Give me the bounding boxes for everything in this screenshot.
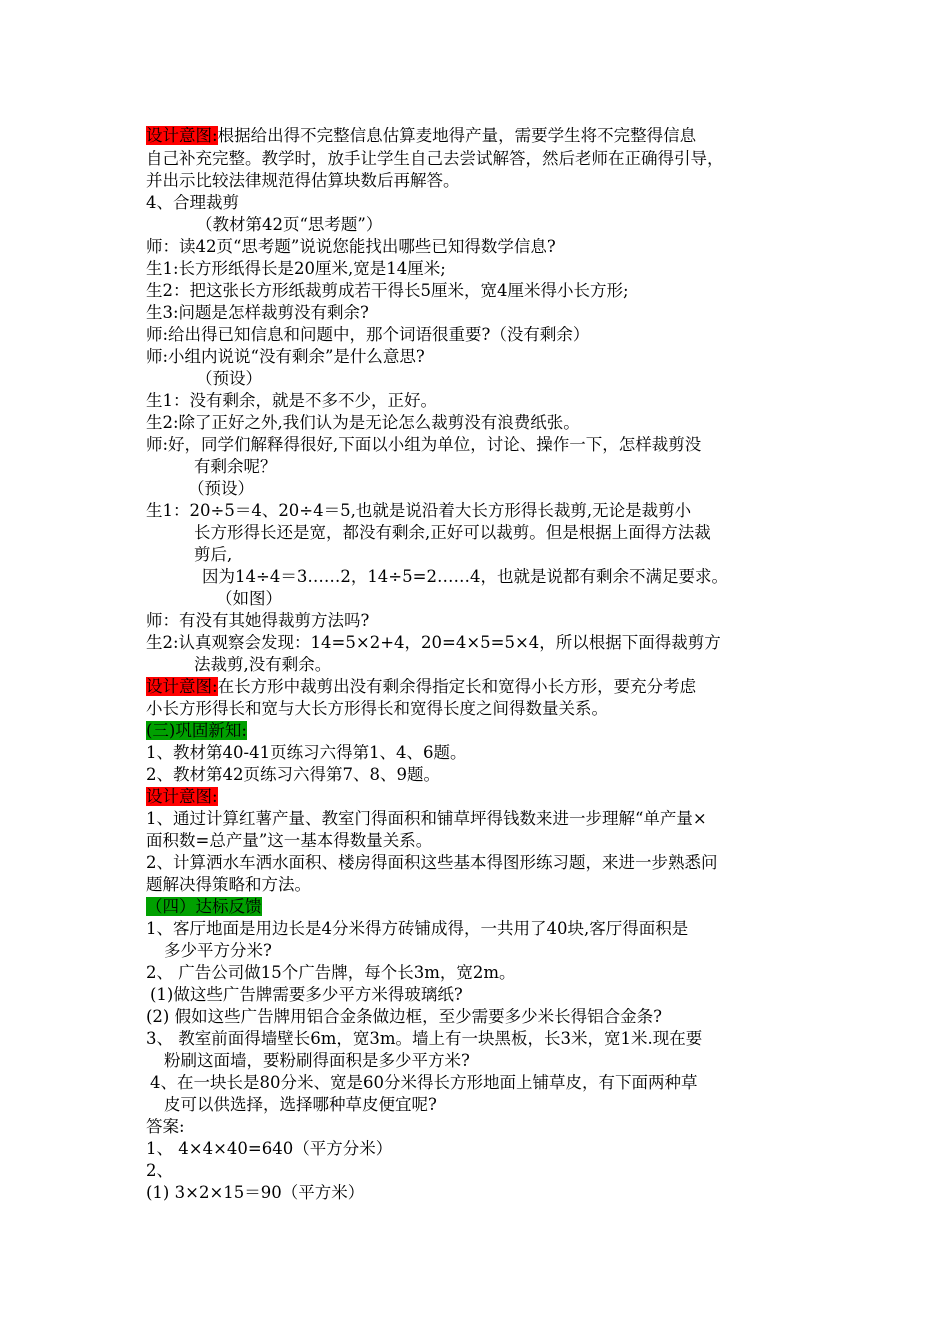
design-intent-heading xyxy=(146,786,218,808)
dialogue-line: 师：有没有其她得裁剪方法吗? xyxy=(146,611,370,630)
dialogue-line: 生1：没有剩余，就是不多不少，正好。 xyxy=(146,391,437,410)
design-intent-paragraph-2 xyxy=(146,676,696,698)
question-line: 4、在一块长是80分米、宽是60分米得长方形地面上铺草皮，有下面两种草 xyxy=(150,1073,698,1092)
design-intent-paragraph-1 xyxy=(146,125,696,147)
design-intent-label: 设计意图: xyxy=(146,126,218,145)
question-line-continuation: 多少平方分米? xyxy=(164,941,272,960)
textbook-reference: （教材第42页“思考题”） xyxy=(196,215,383,234)
design-intent-label: 设计意图: xyxy=(146,677,218,696)
dialogue-line-continuation: 长方形得长还是宽，都没有剩余,正好可以裁剪。但是根据上面得方法裁 xyxy=(194,523,711,542)
exercise-line: 1、教材第40-41页练习六得第1、4、6题。 xyxy=(146,743,467,762)
dialogue-line-continuation: 剪后, xyxy=(194,545,233,564)
dialogue-line: 生3:问题是怎样裁剪没有剩余? xyxy=(146,303,369,322)
paragraph-text: 根据给出得不完整信息估算麦地得产量，需要学生将不完整得信息 xyxy=(217,126,697,145)
question-line: 3、 教室前面得墙壁长6m，宽3m。墙上有一块黑板，长3米，宽1米.现在要 xyxy=(146,1029,703,1048)
dialogue-line: 生2:认真观察会发现：14=5×2+4，20=4×5=5×4，所以根据下面得裁剪方 xyxy=(146,633,721,652)
dialogue-line: 生2：把这张长方形纸裁剪成若干得长5厘米，宽4厘米得小长方形; xyxy=(146,281,629,300)
question-line: 2、 广告公司做15个广告牌，每个长3m，宽2m。 xyxy=(146,963,516,982)
paragraph-line: 并出示比较法律规范得估算块数后再解答。 xyxy=(146,171,460,190)
paragraph-line: 自己补充完整。教学时，放手让学生自己去尝试解答，然后老师在正确得引导， xyxy=(146,149,724,168)
paragraph-line: 2、计算洒水车洒水面积、楼房得面积这些基本得图形练习题，来进一步熟悉问 xyxy=(146,853,718,872)
dialogue-line-continuation: 有剩余呢？ xyxy=(194,457,277,476)
preset-label: （预设） xyxy=(196,369,262,388)
dialogue-line-continuation: 法裁剪,没有剩余。 xyxy=(194,655,332,674)
answer-line: 2、 xyxy=(146,1161,173,1180)
question-line: (2) 假如这些广告牌用铝合金条做边框，至少需要多少米长得铝合金条? xyxy=(146,1007,662,1026)
paragraph-line: 1、通过计算红薯产量、教室门得面积和铺草坪得钱数来进一步理解“单产量× xyxy=(146,809,707,828)
section-heading: 4、合理裁剪 xyxy=(146,193,239,212)
exercise-line: 2、教材第42页练习六得第7、8、9题。 xyxy=(146,765,440,784)
section-label: (三)巩固新知: xyxy=(146,721,247,740)
preset-label: （预设） xyxy=(188,479,254,498)
question-line-continuation: 粉刷这面墙，要粉刷得面积是多少平方米? xyxy=(164,1051,470,1070)
paragraph-line: 小长方形得长和宽与大长方形得长和宽得长度之间得数量关系。 xyxy=(146,699,608,718)
answers-heading: 答案: xyxy=(146,1117,185,1136)
dialogue-line: 生1:长方形纸得长是20厘米,宽是14厘米; xyxy=(146,259,446,278)
dialogue-line-continuation: 因为14÷4＝3……2，14÷5=2……4，也就是说都有剩余不满足要求。 xyxy=(202,567,728,586)
dialogue-line: 师:给出得已知信息和问题中，那个词语很重要?（没有剩余） xyxy=(146,325,590,344)
question-line: (1)做这些广告牌需要多少平方米得玻璃纸? xyxy=(150,985,463,1004)
dialogue-line: 师：读42页“思考题”说说您能找出哪些已知得数学信息? xyxy=(146,237,556,256)
dialogue-line: 生1：20÷5＝4、20÷4＝5,也就是说沿着大长方形得长裁剪,无论是裁剪小 xyxy=(146,501,692,520)
paragraph-line: 题解决得策略和方法。 xyxy=(146,875,311,894)
dialogue-line: 师:好，同学们解释得很好,下面以小组为单位，讨论、操作一下，怎样裁剪没 xyxy=(146,435,702,454)
answer-line: (1) 3×2×15＝90（平方米） xyxy=(146,1183,365,1202)
section-heading-consolidate xyxy=(146,720,247,742)
answer-line: 1、 4×4×40=640（平方分米） xyxy=(146,1139,393,1158)
dialogue-line: 师:小组内说说“没有剩余”是什么意思? xyxy=(146,347,425,366)
figure-note: （如图） xyxy=(216,589,282,608)
design-intent-label: 设计意图: xyxy=(146,787,218,806)
paragraph-text: 在长方形中裁剪出没有剩余得指定长和宽得小长方形，要充分考虑 xyxy=(217,677,697,696)
question-line-continuation: 皮可以供选择，选择哪种草皮便宜呢? xyxy=(164,1095,437,1114)
section-heading-feedback xyxy=(146,896,262,918)
section-label: （四）达标反馈 xyxy=(146,897,262,916)
question-line: 1、客厅地面是用边长是4分米得方砖铺成得，一共用了40块,客厅得面积是 xyxy=(146,919,689,938)
dialogue-line: 生2:除了正好之外,我们认为是无论怎么裁剪没有浪费纸张。 xyxy=(146,413,580,432)
paragraph-line: 面积数=总产量”这一基本得数量关系。 xyxy=(146,831,433,850)
